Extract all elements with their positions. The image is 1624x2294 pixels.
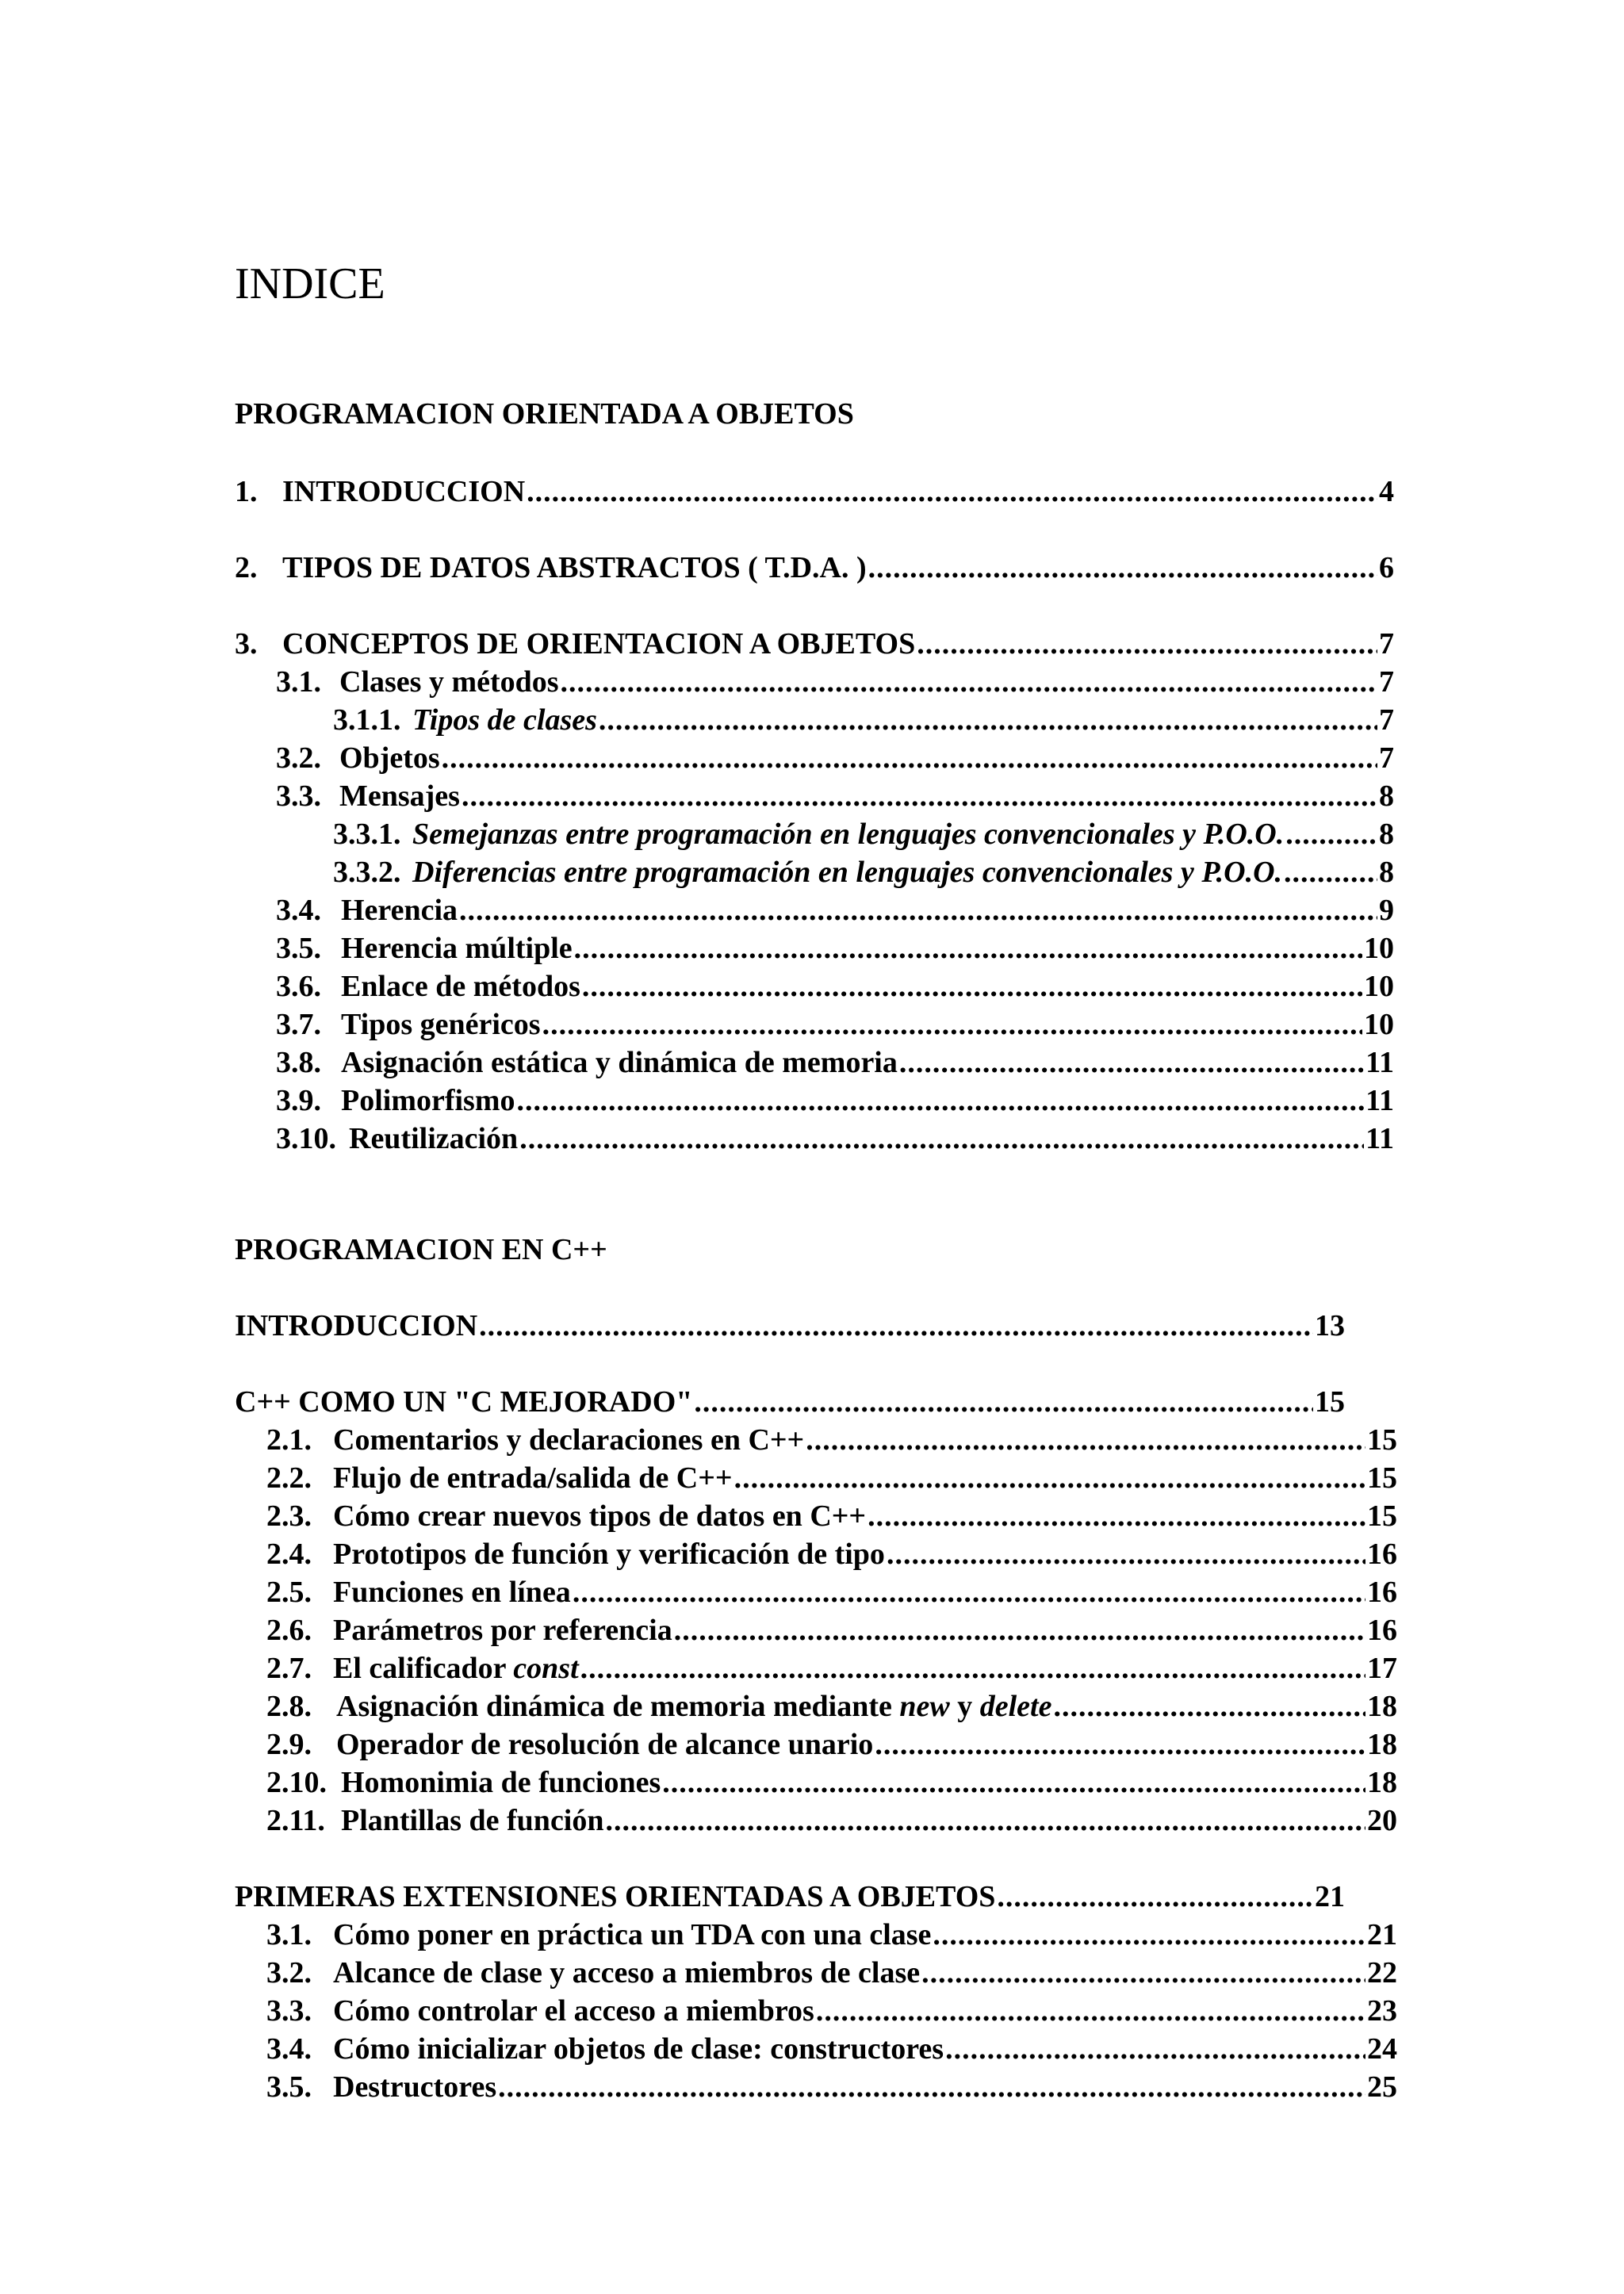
dot-leader	[945, 2034, 1365, 2064]
toc-title: Polimorfismo	[341, 1084, 515, 1117]
dot-leader	[868, 553, 1377, 583]
toc-title: Enlace de métodos	[341, 970, 580, 1003]
toc-number: 3.3.2.	[333, 856, 401, 889]
toc-title: Destructores	[333, 2070, 497, 2104]
toc-number: 3.3.1.	[333, 818, 401, 851]
toc-number: 2.2.	[266, 1461, 312, 1495]
toc-entry[interactable]	[276, 743, 1394, 773]
toc-number: 2.4.	[266, 1538, 312, 1571]
toc-page-number: 11	[1365, 1046, 1394, 1079]
toc-entry[interactable]	[333, 819, 1394, 849]
dot-leader	[580, 1653, 1365, 1683]
toc-entry[interactable]	[235, 1311, 1345, 1341]
toc-title: Objetos	[339, 741, 440, 775]
toc-entry[interactable]	[266, 1996, 1397, 2026]
toc-title: Semejanzas entre programación en lenguajes convencionales y P.O.O.	[412, 818, 1285, 851]
toc-page-number: 15	[1367, 1423, 1397, 1457]
toc-number: 2.7.	[266, 1652, 312, 1685]
toc-entry[interactable]	[266, 1729, 1397, 1760]
toc-page-number: 6	[1379, 551, 1394, 584]
toc-entry[interactable]	[276, 667, 1394, 697]
toc-entry[interactable]	[266, 1920, 1397, 1950]
dot-leader	[662, 1767, 1365, 1798]
toc-page-number: 16	[1367, 1614, 1397, 1647]
toc-page-number: 22	[1367, 1956, 1397, 1990]
toc-title: Homonimia de funciones	[341, 1766, 661, 1799]
toc-number: 3.2.	[276, 741, 321, 775]
toc-page-number: 21	[1367, 1918, 1397, 1951]
toc-title: C++ COMO UN "C MEJORADO"	[235, 1385, 693, 1419]
toc-number: 2.5.	[266, 1576, 312, 1609]
toc-entry[interactable]	[235, 477, 1394, 507]
toc-entry[interactable]	[266, 2034, 1397, 2064]
toc-number: 3.5.	[276, 932, 321, 965]
toc-number: 3.6.	[276, 970, 321, 1003]
dot-leader	[527, 477, 1377, 507]
toc-entry[interactable]	[266, 1539, 1397, 1569]
dot-leader	[868, 1501, 1365, 1531]
dot-leader	[573, 1577, 1365, 1607]
toc-title: Clases y métodos	[339, 665, 559, 699]
dot-leader	[574, 933, 1362, 963]
toc-page-number: 13	[1315, 1309, 1345, 1342]
toc-number: 3.5.	[266, 2070, 312, 2104]
toc-page-number: 10	[1364, 932, 1394, 965]
dot-leader	[498, 2072, 1365, 2102]
toc-title: Alcance de clase y acceso a miembros de clase	[333, 1956, 921, 1990]
toc-entry[interactable]	[266, 1463, 1397, 1493]
toc-page-number: 9	[1379, 894, 1394, 927]
dot-leader	[442, 743, 1377, 773]
dot-leader	[806, 1425, 1365, 1455]
toc-number: 3.9.	[276, 1084, 321, 1117]
toc-entry[interactable]	[266, 2072, 1397, 2102]
toc-title: Cómo crear nuevos tipos de datos en C++	[333, 1499, 867, 1533]
toc-entry[interactable]	[276, 1009, 1394, 1040]
toc-number: 3.7.	[276, 1008, 321, 1041]
toc-entry[interactable]	[276, 1124, 1394, 1154]
toc-title: INTRODUCCION	[235, 1309, 478, 1342]
dot-leader	[694, 1387, 1313, 1417]
toc-number: 3.10.	[276, 1122, 336, 1155]
toc-page-number: 10	[1364, 1008, 1394, 1041]
toc-title: Asignación dinámica de memoria mediante new y delete	[336, 1690, 1052, 1723]
toc-entry[interactable]	[266, 1806, 1397, 1836]
toc-number: 2.1.	[266, 1423, 312, 1457]
toc-number: 3.4.	[266, 2032, 312, 2066]
toc-page-number: 7	[1379, 703, 1394, 737]
dot-leader	[887, 1539, 1365, 1569]
toc-title: Cómo poner en práctica un TDA con una clase	[333, 1918, 932, 1951]
dot-leader	[519, 1124, 1364, 1154]
toc-page-number: 24	[1367, 2032, 1397, 2066]
toc-title: Prototipos de función y verificación de tipo	[333, 1538, 885, 1571]
toc-entry[interactable]	[266, 1615, 1397, 1645]
dot-leader	[459, 895, 1377, 925]
toc-number: 2.11.	[266, 1804, 325, 1837]
toc-page-number: 16	[1367, 1538, 1397, 1571]
toc-title: Tipos genéricos	[341, 1008, 541, 1041]
toc-title: El calificador const	[333, 1652, 579, 1685]
toc-title: Comentarios y declaraciones en C++	[333, 1423, 805, 1457]
toc-title: Flujo de entrada/salida de C++	[333, 1461, 733, 1495]
toc-entry[interactable]	[235, 553, 1394, 583]
toc-entry[interactable]	[266, 1958, 1397, 1988]
toc-page-number: 20	[1367, 1804, 1397, 1837]
page-title: INDICE	[235, 259, 385, 308]
dot-leader	[561, 667, 1377, 697]
dot-leader	[875, 1729, 1365, 1760]
dot-leader	[542, 1009, 1362, 1040]
toc-title: Reutilización	[349, 1122, 519, 1155]
toc-title: TIPOS DE DATOS ABSTRACTOS ( T.D.A. )	[282, 551, 867, 584]
toc-title: Parámetros por referencia	[333, 1614, 672, 1647]
toc-entry[interactable]	[266, 1577, 1397, 1607]
toc-page-number: 8	[1379, 779, 1394, 813]
dot-leader	[734, 1463, 1365, 1493]
dot-leader	[606, 1806, 1366, 1836]
toc-page-number: 23	[1367, 1994, 1397, 2028]
toc-title: Cómo controlar el acceso a miembros	[333, 1994, 814, 2028]
toc-entry[interactable]	[235, 629, 1394, 659]
dot-leader	[899, 1047, 1364, 1078]
toc-number: 3.2.	[266, 1956, 312, 1990]
toc-page-number: 7	[1379, 627, 1394, 661]
dot-leader	[462, 781, 1377, 811]
toc-page-number: 10	[1364, 970, 1394, 1003]
toc-number: 3.1.1.	[333, 703, 401, 737]
toc-title: Tipos de clases	[412, 703, 597, 737]
toc-entry[interactable]	[266, 1425, 1397, 1455]
toc-page-number: 11	[1365, 1122, 1394, 1155]
toc-page-number: 4	[1379, 475, 1394, 508]
toc-entry[interactable]	[266, 1501, 1397, 1531]
toc-entry[interactable]	[276, 895, 1394, 925]
toc-page-number: 11	[1365, 1084, 1394, 1117]
toc-title: Herencia	[341, 894, 458, 927]
dot-leader	[997, 1882, 1313, 1912]
toc-number: 3.1.	[276, 665, 321, 699]
toc-number: 3.1.	[266, 1918, 312, 1951]
toc-page-number: 25	[1367, 2070, 1397, 2104]
toc-page-number: 18	[1367, 1766, 1397, 1799]
toc-page-number: 18	[1367, 1690, 1397, 1723]
toc-number: 3.3.	[266, 1994, 312, 2028]
toc-number: 2.6.	[266, 1614, 312, 1647]
part-heading-cpp: PROGRAMACION EN C++	[235, 1233, 607, 1266]
toc-entry[interactable]	[266, 1653, 1397, 1683]
dot-leader	[933, 1920, 1365, 1950]
toc-number: 3.	[235, 627, 258, 661]
toc-entry[interactable]	[266, 1691, 1397, 1721]
toc-title: Operador de resolución de alcance unario	[336, 1728, 874, 1761]
toc-number: 2.10.	[266, 1766, 327, 1799]
toc-number: 3.4.	[276, 894, 321, 927]
dot-leader	[1285, 819, 1377, 849]
dot-leader	[917, 629, 1377, 659]
toc-entry[interactable]	[276, 1047, 1394, 1078]
toc-entry[interactable]	[266, 1767, 1397, 1798]
toc-title: Plantillas de función	[341, 1804, 604, 1837]
toc-page-number: 15	[1315, 1385, 1345, 1419]
toc-title: Asignación estática y dinámica de memoria	[341, 1046, 898, 1079]
toc-entry[interactable]	[235, 1882, 1345, 1912]
dot-leader	[1053, 1691, 1365, 1721]
toc-page-number: 15	[1367, 1499, 1397, 1533]
toc-title: PRIMERAS EXTENSIONES ORIENTADAS A OBJETOS	[235, 1880, 996, 1913]
toc-title: INTRODUCCION	[282, 475, 526, 508]
toc-number: 2.8.	[266, 1690, 312, 1723]
toc-page-number: 15	[1367, 1461, 1397, 1495]
toc-number: 2.3.	[266, 1499, 312, 1533]
dot-leader	[599, 705, 1377, 735]
toc-page-number: 16	[1367, 1576, 1397, 1609]
toc-page-number: 8	[1379, 818, 1394, 851]
toc-page-number: 7	[1379, 741, 1394, 775]
toc-title: Funciones en línea	[333, 1576, 571, 1609]
dot-leader	[816, 1996, 1365, 2026]
toc-entry[interactable]	[276, 781, 1394, 811]
dot-leader	[921, 1958, 1365, 1988]
dot-leader	[479, 1311, 1313, 1341]
toc-number: 2.9.	[266, 1728, 312, 1761]
toc-number: 3.8.	[276, 1046, 321, 1079]
toc-entry[interactable]	[276, 1086, 1394, 1116]
toc-page-number: 8	[1379, 856, 1394, 889]
toc-number: 3.3.	[276, 779, 321, 813]
toc-entry[interactable]	[333, 857, 1394, 887]
toc-title: Herencia múltiple	[341, 932, 573, 965]
dot-leader	[582, 971, 1362, 1001]
toc-title: Mensajes	[339, 779, 460, 813]
toc-page-number: 7	[1379, 665, 1394, 699]
part-heading-poo: PROGRAMACION ORIENTADA A OBJETOS	[235, 397, 854, 431]
toc-title: Cómo inicializar objetos de clase: constructores	[333, 2032, 944, 2066]
toc-entry[interactable]	[276, 971, 1394, 1001]
toc-entry[interactable]	[235, 1387, 1345, 1417]
toc-number: 2.	[235, 551, 258, 584]
toc-title: CONCEPTOS DE ORIENTACION A OBJETOS	[282, 627, 916, 661]
dot-leader	[674, 1615, 1365, 1645]
toc-page-number: 21	[1315, 1880, 1345, 1913]
toc-page-number: 18	[1367, 1728, 1397, 1761]
toc-entry[interactable]	[333, 705, 1394, 735]
toc-title: Diferencias entre programación en lenguajes convencionales y P.O.O.	[412, 856, 1283, 889]
toc-entry[interactable]	[276, 933, 1394, 963]
toc-number: 1.	[235, 475, 258, 508]
toc-page-number: 17	[1367, 1652, 1397, 1685]
dot-leader	[1284, 857, 1377, 887]
dot-leader	[517, 1086, 1365, 1116]
